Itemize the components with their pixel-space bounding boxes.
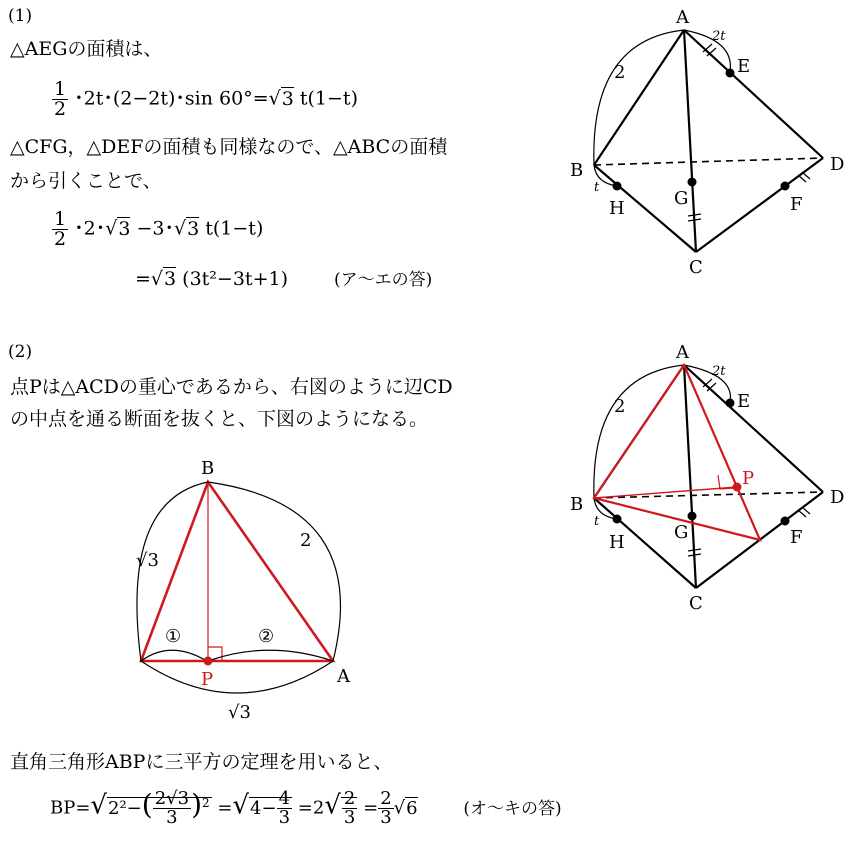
part1-eq1: $\frac{1}{2}$ ･2t･(2−2t)･sin 60°=√3 t(1−t) <box>54 78 358 120</box>
label-a-section: A <box>337 666 350 687</box>
label-c-2: C <box>689 593 703 614</box>
label-e: E <box>737 56 751 77</box>
part1-label: (1) <box>8 6 33 26</box>
label-right-edge: 2 <box>300 530 312 551</box>
part2-line1: 点Pは△ACDの重心であるから、右図のように辺CD <box>10 376 453 398</box>
section-figure <box>120 450 370 730</box>
label-c: C <box>689 257 703 278</box>
label-t-2: t <box>594 514 600 529</box>
eq2-body: ･2･ <box>74 217 106 240</box>
eq2-mid: −3･ <box>136 217 174 240</box>
part1-line3: から引くことで、 <box>10 170 162 192</box>
eq2-sqrt-a: 3 <box>118 217 131 240</box>
label-h: H <box>609 198 625 219</box>
label-seg-1: ① <box>165 626 182 647</box>
label-e-2: E <box>737 391 751 412</box>
part1-line2: △CFG，△DEFの面積も同様なので、△ABCの面積 <box>10 136 448 158</box>
label-b: B <box>570 160 584 181</box>
part2-line2: の中点を通る断面を抜くと、下図のようになる。 <box>10 408 429 430</box>
label-b-section: B <box>201 458 215 479</box>
label-p: P <box>742 468 755 489</box>
part2-eq: BP=√2²−( $\frac{2√3}{3}$ )$^2$ =√4− $\frac{4}{3}$ =2√ $\frac{2}{3}$ = $\frac{2}{3}$ √6 (オ～キの答) <box>50 787 562 828</box>
part1-eq2: $\frac{1}{2}$ ･2･√3 −3･√3 t(1−t) <box>54 208 264 250</box>
eq1-sqrt: 3 <box>281 87 294 110</box>
label-2t-2: 2t <box>712 364 726 379</box>
frac-half: $\frac{1}{2}$ <box>54 208 67 250</box>
label-edge-2b: 2 <box>614 396 626 417</box>
section-triangle <box>594 365 760 540</box>
tetrahedron-figure-1 <box>560 0 855 285</box>
label-seg-2: ② <box>258 626 275 647</box>
eq2-tail: t(1−t) <box>205 217 264 240</box>
point-p <box>733 483 742 492</box>
label-2t: 2t <box>712 29 726 44</box>
answer-o-ki: (オ～キの答) <box>463 798 562 819</box>
eq3-body: (3t²−3t+1) <box>182 268 288 290</box>
point-p-section <box>204 657 213 666</box>
tetrahedron-figure-2 <box>560 335 855 615</box>
label-left-edge: √3 <box>136 550 159 571</box>
eq1-tail: t(1−t) <box>299 87 358 110</box>
label-t: t <box>594 180 600 195</box>
label-g-2: G <box>674 522 689 543</box>
label-a-2: A <box>676 342 689 363</box>
label-h-2: H <box>609 532 625 553</box>
part1-eq3: =√3 (3t²−3t+1) (ア～エの答) <box>135 268 433 290</box>
label-d-2: D <box>830 487 845 508</box>
point-e <box>726 69 735 78</box>
point-f <box>781 182 790 191</box>
point-h <box>613 182 622 191</box>
label-b-2: B <box>570 494 584 515</box>
label-d: D <box>830 154 845 175</box>
eq1-body: ･2t･(2−2t)･sin 60°= <box>74 87 269 110</box>
answer-a-e: (ア～エの答) <box>334 270 433 290</box>
label-p-section: P <box>201 669 214 690</box>
part2-label: (2) <box>8 342 33 362</box>
label-edge-2: 2 <box>614 62 626 83</box>
frac-half: $\frac{1}{2}$ <box>54 78 67 120</box>
label-g: G <box>674 188 689 209</box>
part2-line3: 直角三角形ABPに三平方の定理を用いると、 <box>10 751 393 773</box>
point-g <box>688 178 697 187</box>
label-a: A <box>676 7 689 28</box>
eq3-sqrt: 3 <box>164 268 177 290</box>
eq2-sqrt-b: 3 <box>187 217 200 240</box>
label-f-2: F <box>790 527 803 548</box>
label-bottom: √3 <box>228 702 251 723</box>
part1-line1: △AEGの面積は、 <box>10 38 163 60</box>
label-f: F <box>790 194 803 215</box>
